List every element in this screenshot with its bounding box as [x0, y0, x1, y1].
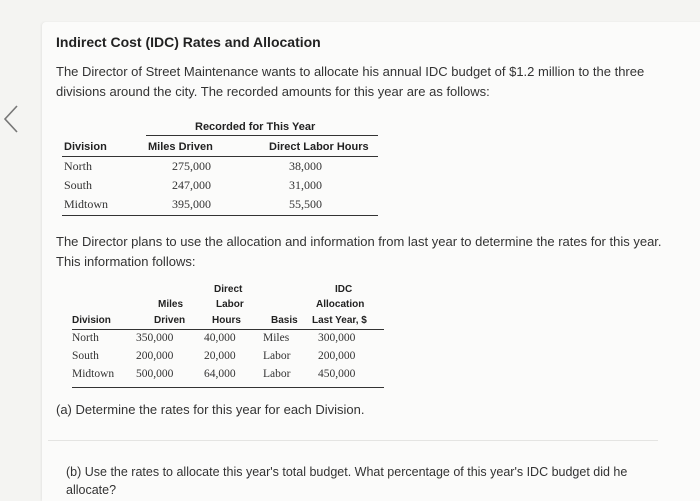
table1-header-labor: Direct Labor Hours — [269, 141, 369, 153]
table1-cell: South — [64, 178, 93, 192]
table1-cell: North — [64, 159, 92, 173]
table2-header-labor-3: Hours — [212, 315, 241, 326]
table1-header-rule — [62, 156, 378, 157]
table1-cell: 38,000 — [289, 159, 322, 173]
recorded-table — [62, 118, 380, 218]
table2-header-idc-1: IDC — [335, 284, 353, 295]
table1-cell: Midtown — [64, 197, 109, 211]
table2-cell: 500,000 — [136, 368, 174, 380]
table2-cell: North — [72, 332, 99, 344]
table2-bottom-rule — [72, 387, 384, 388]
table2-cell: 350,000 — [136, 332, 174, 344]
table2-cell: Midtown — [72, 368, 115, 380]
table2-header-miles-2: Driven — [154, 315, 186, 326]
table2-cell: 450,000 — [318, 368, 356, 380]
table2-cell: Labor — [263, 350, 291, 362]
page-title: Indirect Cost (IDC) Rates and Allocation — [56, 34, 321, 50]
table2-cell: 200,000 — [136, 350, 174, 362]
table1-cell: 247,000 — [172, 178, 211, 192]
table2-cell: Labor — [263, 368, 291, 380]
table1-super-header: Recorded for This Year — [195, 121, 316, 133]
table2-cell: 20,000 — [204, 350, 236, 362]
table2-header-division: Division — [72, 315, 111, 326]
table2-cell: Miles — [263, 332, 290, 344]
table2-header-rule — [72, 329, 384, 330]
table2-header-basis: Basis — [271, 315, 298, 326]
intro-paragraph: The Director of Street Maintenance wants to allocate his annual IDC budget of $1.2 million to the three divisions around the city. The recorded amounts for this year are as follows: — [56, 64, 645, 99]
table2-header-labor-2: Labor — [216, 299, 244, 310]
table1-cell: 395,000 — [172, 197, 211, 211]
chevron-left-icon[interactable] — [2, 104, 20, 134]
table2-cell: South — [72, 350, 99, 362]
table1-super-rule — [146, 135, 378, 136]
table1-cell: 275,000 — [172, 159, 211, 173]
table1-bottom-rule — [62, 215, 378, 216]
last-year-table — [72, 282, 386, 392]
question-a: (a) Determine the rates for this year for each Division. — [56, 402, 365, 417]
question-b: (b) Use the rates to allocate this year's total budget. What percentage of this year's IDC budget did he allocate? — [66, 465, 628, 497]
table2-cell: 300,000 — [318, 332, 356, 344]
table2-header-miles-1: Miles — [158, 299, 184, 310]
table2-cell: 40,000 — [204, 332, 236, 344]
table1-cell: 55,500 — [289, 197, 322, 211]
table2-header-labor-1: Direct — [214, 284, 243, 295]
follow-paragraph: The Director plans to use the allocation and information from last year to determine the rates for this year. This information follows: — [56, 234, 662, 269]
table1-header-miles: Miles Driven — [148, 141, 213, 153]
table2-header-idc-2: Allocation — [316, 299, 365, 310]
table2-header-idc-3: Last Year, $ — [312, 315, 367, 326]
section-divider — [48, 440, 658, 441]
table1-header-division: Division — [64, 141, 107, 153]
table2-cell: 64,000 — [204, 368, 236, 380]
table2-cell: 200,000 — [318, 350, 356, 362]
table1-cell: 31,000 — [289, 178, 322, 192]
